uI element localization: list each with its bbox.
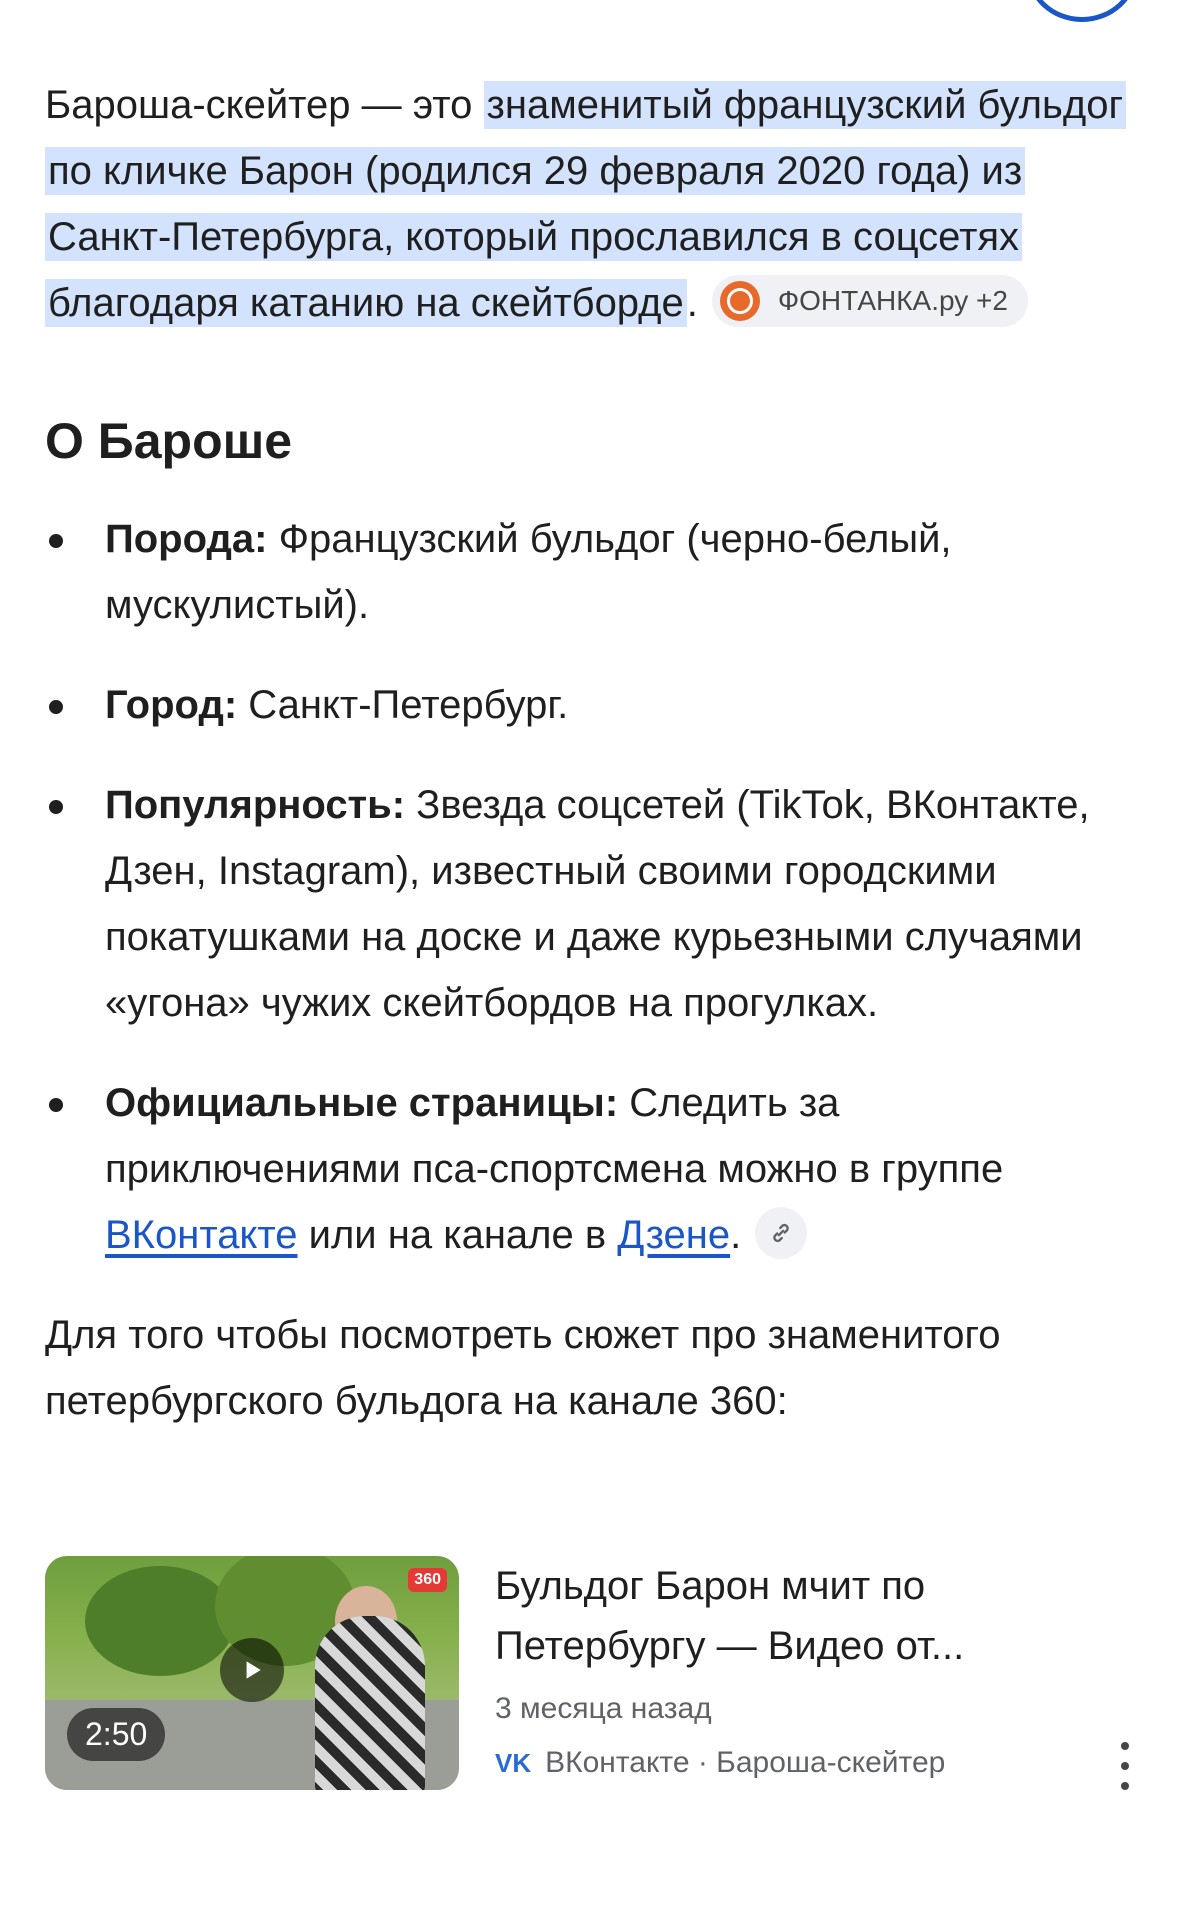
facts-list (45, 506, 1145, 1268)
video-source (495, 1746, 945, 1780)
video-source-label: ВКонтакте · Бароша-скейтер (545, 1746, 946, 1779)
video-thumbnail[interactable] (45, 1556, 459, 1790)
fontanka-logo-icon (720, 281, 760, 321)
more-options-icon[interactable] (1105, 1742, 1145, 1790)
video-card[interactable] (45, 1556, 1145, 1796)
list-item (45, 506, 1145, 638)
video-age: 3 месяца назад (495, 1692, 712, 1725)
link-chip[interactable] (755, 1207, 807, 1259)
fact-label: Город: (105, 683, 238, 727)
intro-highlight: знаменитый французский бульдог по кличке Барон (родился 29 февраля 2020 года) из Санкт-Петербурга, который прославился в соцсетях благодаря катанию на скейтборде (45, 81, 1126, 327)
vk-link[interactable]: ВКонтакте (105, 1213, 298, 1257)
answer-content (45, 72, 1145, 1434)
fact-text-end: . (730, 1213, 742, 1257)
avatar[interactable] (1026, 0, 1138, 22)
bullet-icon (49, 1098, 63, 1112)
section-title: О Бароше (45, 413, 293, 469)
fact-text: Французский бульдог (черно-белый, мускулистый). (105, 517, 952, 627)
fact-text: Звезда соцсетей (TikTok, ВКонтакте, Дзен, Instagram), известный своими городскими покатушками на доске и даже курьезными случаями «угона» чужих скейтбордов на прогулках. (105, 783, 1090, 1025)
channel-badge: 360 (408, 1568, 447, 1592)
intro-prefix: Бароша-скейтер — это (45, 83, 484, 127)
dzen-link[interactable]: Дзене (617, 1213, 731, 1257)
fact-text: Следить за приключениями пса-спортсмена можно в группе (105, 1081, 1004, 1191)
bullet-icon (49, 534, 63, 548)
link-icon (768, 1220, 794, 1246)
bullet-icon (49, 800, 63, 814)
fact-label: Порода: (105, 517, 268, 561)
fact-label: Официальные страницы: (105, 1081, 619, 1125)
source-chip[interactable] (712, 275, 1028, 327)
intro-suffix: . (686, 281, 698, 325)
video-intro-paragraph: Для того чтобы посмотреть сюжет про знаменитого петербургского бульдога на канале 360: (45, 1313, 1001, 1423)
fact-text-mid: или на канале в (297, 1213, 618, 1257)
fact-label: Популярность: (105, 783, 406, 827)
list-item (45, 1070, 1145, 1268)
source-chip-label: ФОНТАНКА.ру +2 (777, 285, 1008, 317)
bullet-icon (49, 700, 63, 714)
play-icon[interactable] (220, 1638, 284, 1702)
video-title[interactable]: Бульдог Барон мчит по Петербургу — Видео от... (495, 1564, 965, 1668)
list-item (45, 672, 1145, 738)
intro-paragraph (45, 72, 1145, 336)
fact-text: Санкт-Петербург. (237, 683, 569, 727)
list-item (45, 772, 1145, 1036)
vk-logo-icon: VK (495, 1747, 532, 1778)
video-duration: 2:50 (67, 1708, 165, 1761)
